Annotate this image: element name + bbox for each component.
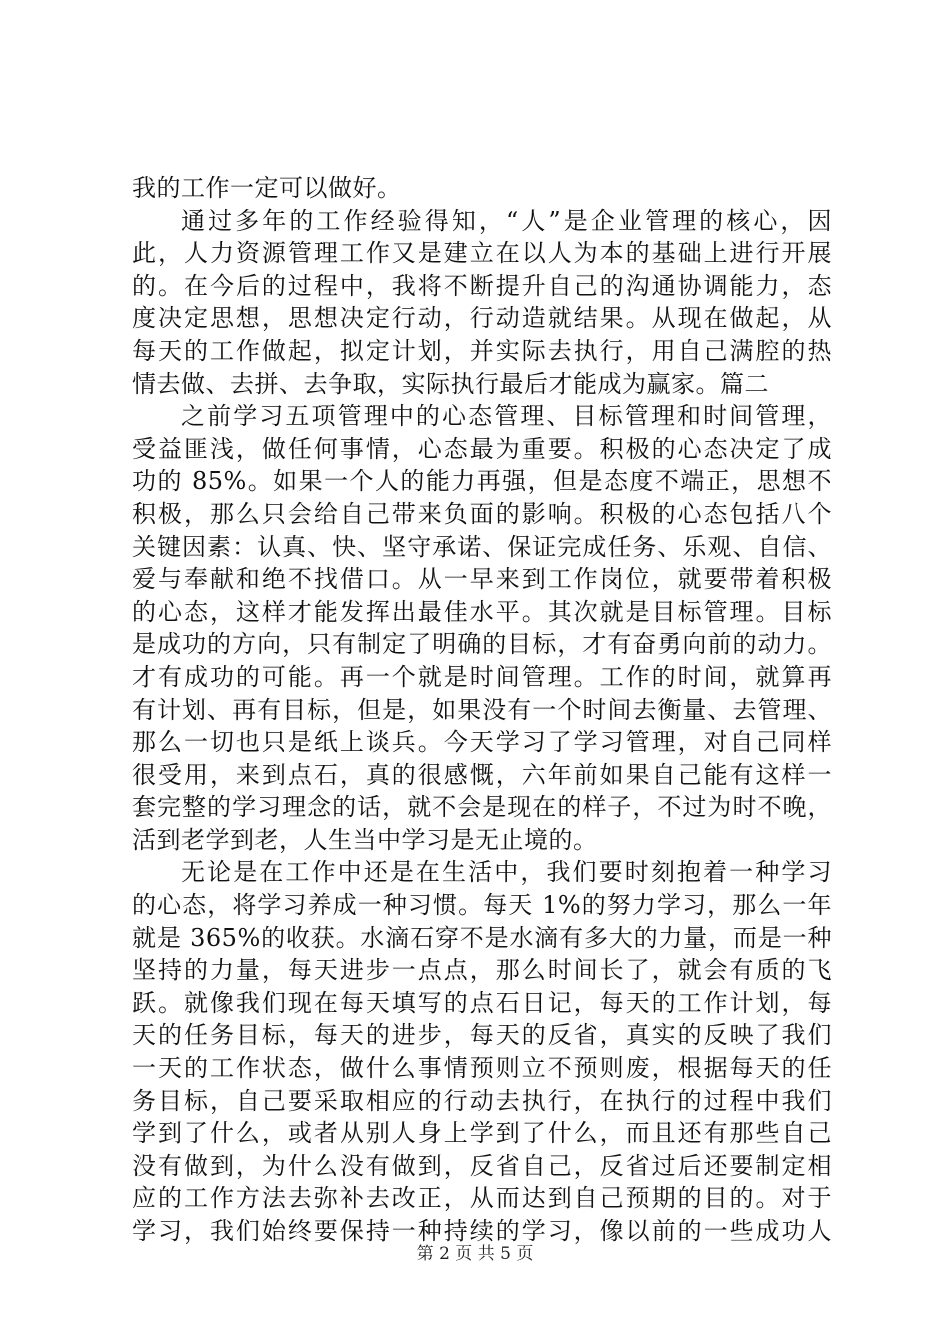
text-line: 就是 365%的收获。水滴石穿不是水滴有多大的力量，而是一种 — [132, 923, 832, 952]
text-line: 套完整的学习理念的话，就不会是现在的样子，不过为时不晚， — [132, 793, 832, 822]
text-line: 坚持的力量，每天进步一点点，那么时间长了，就会有质的飞 — [132, 956, 832, 985]
text-line: 跃。就像我们现在每天填写的点石日记，每天的工作计划，每 — [132, 988, 832, 1017]
text-line: 积极，那么只会给自己带来负面的影响。积极的心态包括八个 — [132, 499, 832, 528]
text-line: 活到老学到老，人生当中学习是无止境的。 — [132, 825, 598, 854]
text-line: 很受用，来到点石，真的很感慨，六年前如果自己能有这样一 — [132, 760, 832, 789]
text-line: 天的任务目标，每天的进步，每天的反省，真实的反映了我们 — [132, 1021, 832, 1050]
text-line: 情去做、去拼、去争取，实际执行最后才能成为赢家。篇二 — [132, 369, 769, 398]
text-line: 的心态，将学习养成一种习惯。每天 1%的努力学习，那么一年 — [132, 891, 832, 920]
text-line: 才有成功的可能。再一个就是时间管理。工作的时间，就算再 — [132, 662, 832, 691]
text-line: 务目标，自己要采取相应的行动去执行，在执行的过程中我们 — [132, 1086, 832, 1115]
text-line: 此，人力资源管理工作又是建立在以人为本的基础上进行开展 — [132, 239, 832, 268]
text-line: 学到了什么，或者从别人身上学到了什么，而且还有那些自己 — [132, 1119, 832, 1148]
text-line: 是成功的方向，只有制定了明确的目标，才有奋勇向前的动力。 — [132, 630, 832, 659]
page-number-footer: 第 2 页 共 5 页 — [416, 1244, 534, 1264]
text-line: 没有做到，为什么没有做到，反省自己，反省过后还要制定相 — [132, 1151, 832, 1180]
text-line: 学习，我们始终要保持一种持续的学习，像以前的一些成功人 — [132, 1217, 832, 1245]
text-line: 应的工作方法去弥补去改正，从而达到自己预期的目的。对于 — [132, 1184, 832, 1213]
text-line: 的。在今后的过程中，我将不断提升自己的沟通协调能力，态 — [132, 271, 832, 300]
text-line: 受益匪浅，做任何事情，心态最为重要。积极的心态决定了成 — [132, 434, 832, 463]
text-line: 通过多年的工作经验得知，“人”是企业管理的核心，因 — [181, 206, 832, 235]
text-line: 那么一切也只是纸上谈兵。今天学习了学习管理，对自己同样 — [132, 728, 832, 757]
text-line: 我的工作一定可以做好。 — [132, 174, 402, 202]
text-line: 有计划、再有目标，但是，如果没有一个时间去衡量、去管理、 — [132, 695, 832, 724]
text-line: 之前学习五项管理中的心态管理、目标管理和时间管理， — [181, 402, 832, 431]
text-line: 一天的工作状态，做什么事情预则立不预则废，根据每天的任 — [132, 1054, 832, 1083]
text-line: 爱与奉献和绝不找借口。从一早来到工作岗位，就要带着积极 — [132, 565, 832, 594]
document-body — [132, 172, 832, 1248]
text-line: 每天的工作做起，拟定计划，并实际去执行，用自己满腔的热 — [132, 336, 832, 365]
text-line: 无论是在工作中还是在生活中，我们要时刻抱着一种学习 — [181, 858, 832, 887]
text-line: 度决定思想，思想决定行动，行动造就结果。从现在做起，从 — [132, 304, 832, 333]
text-line: 的心态，这样才能发挥出最佳水平。其次就是目标管理。目标 — [132, 597, 832, 626]
text-line: 功的 85%。如果一个人的能力再强，但是态度不端正，思想不 — [132, 467, 832, 496]
text-line: 关键因素：认真、快、坚守承诺、保证完成任务、乐观、自信、 — [132, 532, 832, 561]
